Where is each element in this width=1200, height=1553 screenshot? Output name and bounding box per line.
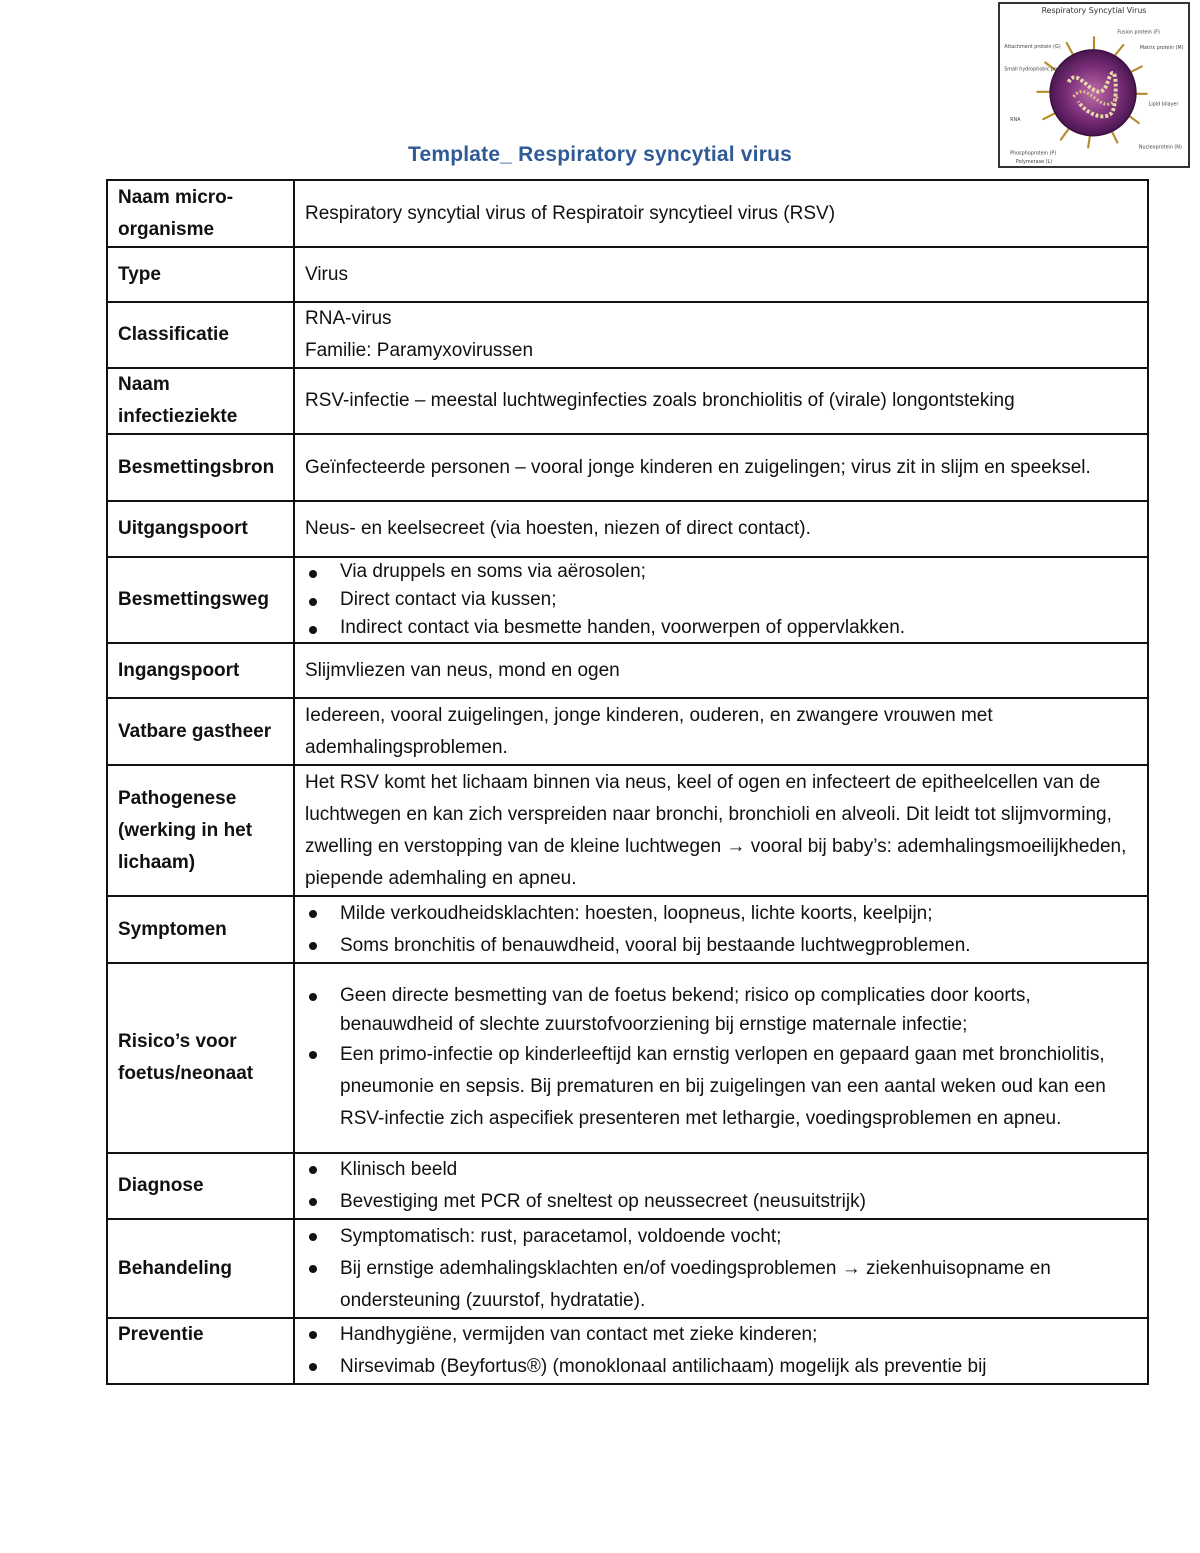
row-label: Besmettingsbron <box>107 434 294 501</box>
table-row <box>107 1219 1148 1318</box>
row-label: Naam micro-organisme <box>107 180 294 247</box>
table-row <box>107 1153 1148 1219</box>
row-value <box>294 1219 1148 1318</box>
row-label: Vatbare gastheer <box>107 698 294 765</box>
list-item: Milde verkoudheidsklachten: hoesten, loopneus, lichte koorts, keelpijn; <box>305 898 1137 930</box>
label-sh-protein: Small hydrophobic protein (SH) <box>1004 66 1081 73</box>
row-value: Neus- en keelsecreet (via hoesten, niezen of direct contact). <box>294 501 1148 557</box>
row-label: Risico’s voor foetus/neonaat <box>107 963 294 1153</box>
row-label: Besmettingsweg <box>107 557 294 643</box>
row-label: Type <box>107 247 294 302</box>
row-value: Slijmvliezen van neus, mond en ogen <box>294 643 1148 698</box>
row-label: Symptomen <box>107 896 294 963</box>
table-row <box>107 302 1148 368</box>
table-row <box>107 643 1148 698</box>
row-value <box>294 1153 1148 1219</box>
table-row <box>107 963 1148 1153</box>
bullet-list <box>305 1154 1137 1218</box>
row-value: Geïnfecteerde personen – vooral jonge kinderen en zuigelingen; virus zit in slijm en speeksel. <box>294 434 1148 501</box>
table-row <box>107 434 1148 501</box>
table-row <box>107 368 1148 434</box>
table-row <box>107 896 1148 963</box>
list-item: Indirect contact via besmette handen, voorwerpen of oppervlakken. <box>305 614 1137 642</box>
row-value: RSV-infectie – meestal luchtweginfecties zoals bronchiolitis of (virale) longontsteking <box>294 368 1148 434</box>
row-label: Behandeling <box>107 1219 294 1318</box>
list-item: Nirsevimab (Beyfortus®) (monoklonaal antilichaam) mogelijk als preventie bij <box>305 1351 1137 1383</box>
label-phosphoprotein: Phosphoprotein (P) <box>1010 150 1057 157</box>
table-row <box>107 765 1148 896</box>
table-row <box>107 698 1148 765</box>
label-attachment-protein: Attachment protein (G) <box>1004 43 1061 50</box>
classification-line: Familie: Paramyxovirussen <box>305 340 534 361</box>
row-value: Het RSV komt het lichaam binnen via neus, keel of ogen en infecteert de epitheelcellen van de luchtwegen en kan zich verspreiden naar bronchi, bronchioli en alveoli. Dit leidt tot slijmvorming, zwelling en verstopping van de kleine luchtwegen → vooral bij baby’s: ademhalingsmoeilijkheden, piepende ademhaling en apneu. <box>294 765 1148 896</box>
classification-line: RNA-virus <box>305 308 392 329</box>
label-nucleoprotein: Nucleoprotein (N) <box>1138 144 1182 151</box>
table-row <box>107 1318 1148 1384</box>
row-value <box>294 557 1148 643</box>
row-value <box>294 1318 1148 1384</box>
row-value <box>294 963 1148 1153</box>
list-item: Een primo-infectie op kinderleeftijd kan ernstig verlopen en gepaard gaan met bronchiolitis, pneumonie en sepsis. Bij prematuren en bij zuigelingen van een aantal weken oud kan een RSV-infectie zich aspecifiek presenteren met lethargie, voedingsproblemen en apneu. <box>305 1039 1137 1135</box>
list-item: Direct contact via kussen; <box>305 586 1137 614</box>
row-label: Preventie <box>107 1318 294 1384</box>
info-table <box>106 179 1149 1385</box>
table-row <box>107 247 1148 302</box>
row-label: Naam infectieziekte <box>107 368 294 434</box>
bullet-list <box>305 898 1137 962</box>
list-item: Klinisch beeld <box>305 1154 1137 1186</box>
label-polymerase: Polymerase (L) <box>1015 159 1053 166</box>
row-value: Respiratory syncytial virus of Respiratoir syncytieel virus (RSV) <box>294 180 1148 247</box>
page-title: Template_ Respiratory syncytial virus <box>407 143 792 166</box>
row-label: Diagnose <box>107 1153 294 1219</box>
figure-caption: Respiratory Syncytial Virus <box>1041 5 1147 15</box>
list-item: Symptomatisch: rust, paracetamol, voldoende vocht; <box>305 1221 1137 1253</box>
table-row <box>107 557 1148 643</box>
list-item: Geen directe besmetting van de foetus bekend; risico op complicaties door koorts, benauwdheid of slechte zuurstofvoorziening bij ernstige maternale infectie; <box>305 981 1137 1039</box>
row-value <box>294 302 1148 368</box>
bullet-list <box>305 558 1137 642</box>
list-item: Soms bronchitis of benauwdheid, vooral bij bestaande luchtwegproblemen. <box>305 930 1137 962</box>
table-row <box>107 501 1148 557</box>
row-label: Uitgangspoort <box>107 501 294 557</box>
bullet-list <box>305 981 1137 1135</box>
table-row <box>107 180 1148 247</box>
row-value: Virus <box>294 247 1148 302</box>
row-label: Pathogenese (werking in het lichaam) <box>107 765 294 896</box>
list-item: Bevestiging met PCR of sneltest op neussecreet (neusuitstrijk) <box>305 1186 1137 1218</box>
row-value: Iedereen, vooral zuigelingen, jonge kinderen, ouderen, en zwangere vrouwen met ademhalingsproblemen. <box>294 698 1148 765</box>
list-item: Via druppels en soms via aërosolen; <box>305 558 1137 586</box>
label-rna: RNA <box>1010 117 1021 124</box>
label-fusion-protein: Fusion protein (F) <box>1117 29 1160 36</box>
row-label: Ingangspoort <box>107 643 294 698</box>
row-value <box>294 896 1148 963</box>
label-matrix-protein: Matrix protein (M) <box>1139 44 1184 51</box>
list-item: Bij ernstige ademhalingsklachten en/of voedingsproblemen → ziekenhuisopname en ondersteuning (zuurstof, hydratatie). <box>305 1253 1137 1317</box>
bullet-list <box>305 1221 1137 1317</box>
rsv-virus-illustration <box>1000 4 1188 166</box>
list-item: Handhygiëne, vermijden van contact met zieke kinderen; <box>305 1319 1137 1351</box>
label-lipid-bilayer: Lipid bilayer <box>1148 101 1179 108</box>
bullet-list <box>305 1319 1137 1383</box>
row-label: Classificatie <box>107 302 294 368</box>
